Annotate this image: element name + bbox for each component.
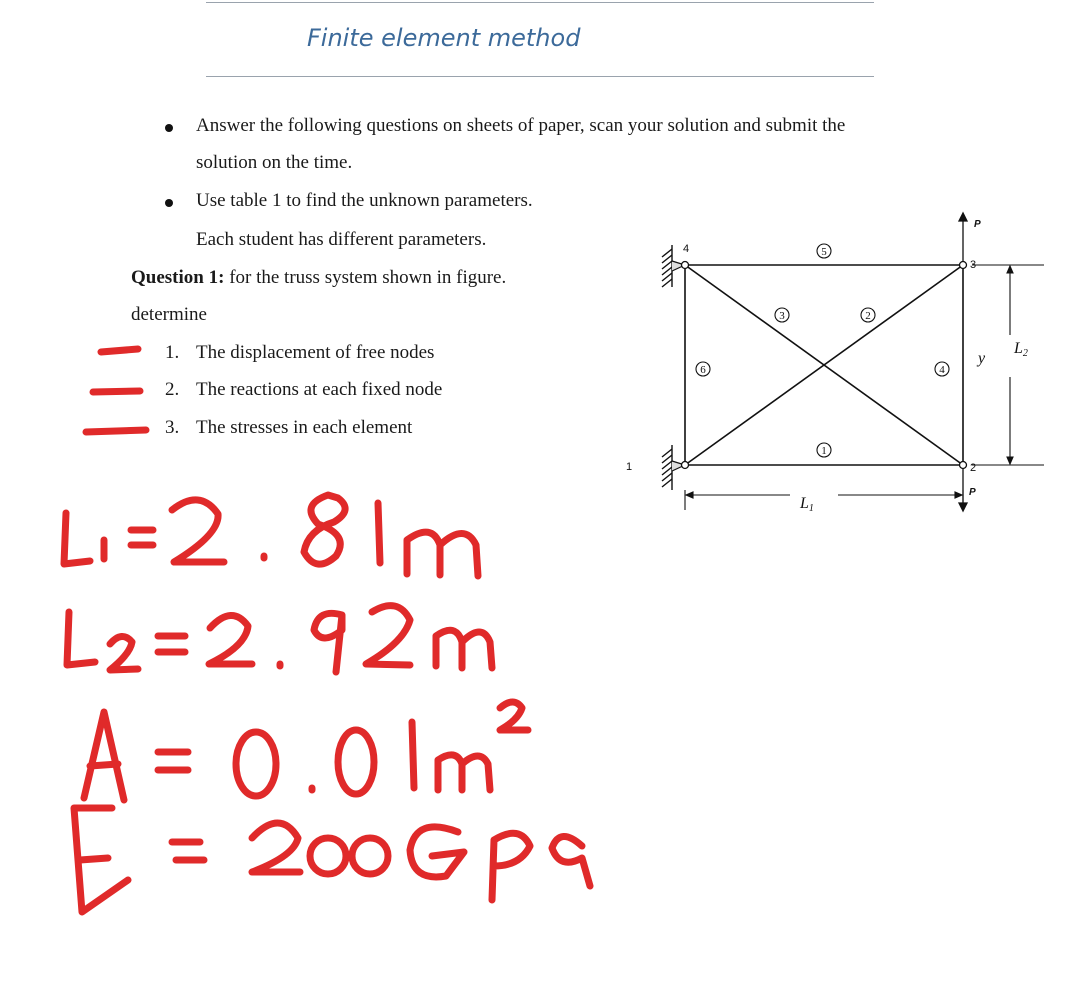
- load-label: P: [974, 219, 981, 230]
- question-determine: determine: [131, 304, 207, 325]
- question-item-text: The stresses in each element: [196, 417, 413, 438]
- instruction-1-line-1: Answer the following questions on sheets of paper, scan your solution and submit the: [196, 115, 846, 136]
- question-label: Question 1:: [131, 267, 225, 288]
- element-label: 4: [939, 364, 945, 376]
- node-label: 3: [970, 259, 977, 271]
- dimension-l2-letter: L: [1014, 340, 1023, 357]
- fixed-support-bottom: [662, 445, 672, 490]
- question-item-text: The reactions at each fixed node: [196, 379, 443, 400]
- element-label: 2: [865, 310, 871, 322]
- node-label: 2: [970, 462, 977, 474]
- dimension-label-l2: [1013, 340, 1028, 359]
- document-title: Finite element method: [307, 24, 581, 52]
- fixed-support-top: [662, 245, 672, 287]
- load-label: P: [969, 487, 976, 498]
- handwritten-line-3: [84, 702, 528, 800]
- question-item-num: 3.: [165, 417, 180, 438]
- instruction-1-line-2: solution on the time.: [196, 152, 353, 173]
- question-text: for the truss system shown in figure.: [224, 267, 507, 288]
- node-2: [960, 462, 967, 469]
- element-label: 5: [821, 246, 827, 258]
- axis-label-y: y: [978, 350, 986, 367]
- element-label: 6: [700, 364, 706, 376]
- question-item-text: The displacement of free nodes: [196, 342, 435, 363]
- node-3: [960, 262, 967, 269]
- element-label: 1: [821, 445, 827, 457]
- instruction-2-line-2: Each student has different parameters.: [196, 229, 487, 250]
- dimension-label-l1: [799, 495, 814, 514]
- node-1: [682, 462, 689, 469]
- node-label: 4: [683, 243, 690, 255]
- element-label: 3: [779, 310, 785, 322]
- node-label: 1: [626, 461, 633, 473]
- question-item-num: 2.: [165, 379, 180, 400]
- check-mark: [101, 349, 138, 352]
- handwritten-line-4: [74, 808, 590, 912]
- node-4: [682, 262, 689, 269]
- dimension-l1-letter: L: [800, 495, 809, 512]
- load-arrow-up: [959, 213, 967, 221]
- handwritten-line-1: [64, 495, 478, 576]
- question-item-num: 1.: [165, 342, 180, 363]
- check-mark: [86, 430, 146, 432]
- instruction-2-line-1: Use table 1 to find the unknown parameters.: [196, 190, 533, 211]
- dimension-l1-subscript: 1: [808, 503, 814, 514]
- dimension-l2-subscript: 2: [1022, 348, 1028, 359]
- handwritten-line-2: [67, 606, 492, 672]
- check-mark: [93, 391, 140, 392]
- truss-figure: [620, 205, 1060, 515]
